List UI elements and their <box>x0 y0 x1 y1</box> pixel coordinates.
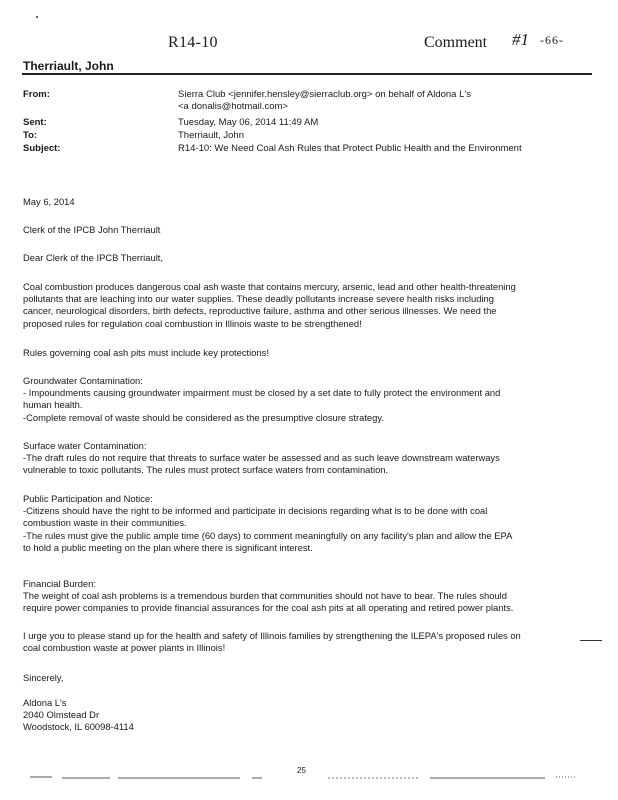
subject-value: R14-10: We Need Coal Ash Rules that Protect Public Health and the Environment <box>178 143 522 154</box>
footer-page-number: 25 <box>297 766 306 775</box>
to-value: Therriault, John <box>178 130 245 141</box>
sent-value: Tuesday, May 06, 2014 11:49 AM <box>178 117 319 128</box>
closing-underline-tail <box>580 640 602 641</box>
financial-burden-section: Financial Burden: The weight of coal ash problems is a tremendous burden that communities should not have to bear. The rules should require power companies to provide financial assurances for the coal ash pits at all operating and retired power plants. <box>23 578 514 614</box>
groundwater-section: Groundwater Contamination: - Impoundments causing groundwater impairment must be closed by a set date to fully protect the environment and human health. -Complete removal of waste should be considered as the presumptive closure strategy. <box>23 375 501 423</box>
header-rule <box>22 73 592 75</box>
comment-number: #1 <box>512 30 529 49</box>
comment-label: Comment <box>424 34 488 51</box>
subject-label: Subject: <box>23 143 61 154</box>
sent-label: Sent: <box>23 117 47 128</box>
letter-date: May 6, 2014 <box>23 196 75 207</box>
signature-block: Aldona L's 2040 Olmstead Dr Woodstock, IL 60098-4114 <box>23 697 134 733</box>
page-code: -66- <box>540 33 564 47</box>
letter-salutation: Dear Clerk of the IPCB Therriault, <box>23 252 163 263</box>
intro-paragraph: Coal combustion produces dangerous coal ash waste that contains mercury, arsenic, lead and other health-threatening pollutants that are leaching into our water supplies. These deadly pollutants increase severe health risks including cancer, neurological disorders, birth defects, reproductive failure, asthma and other serious illnesses. We need the proposed rules for regulation coal combustion in Illinois waste to be strengthened! <box>23 281 516 329</box>
letter-recipient: Clerk of the IPCB John Therriault <box>23 224 161 235</box>
scan-speck <box>36 16 38 18</box>
from-value-line1: Sierra Club <jennifer.hensley@sierraclub.org> on behalf of Aldona L's <box>178 89 471 100</box>
from-label: From: <box>23 89 50 100</box>
to-label: To: <box>23 130 38 141</box>
closing-paragraph: I urge you to please stand up for the health and safety of Illinois families by strengthening the ILEPA's proposed rules on coal combustion waste at power plants in Illinois! <box>23 630 521 654</box>
from-value-line2: <a donalis@hotmail.com> <box>178 101 288 112</box>
sender-name: Therriault, John <box>23 59 114 73</box>
docket-number: R14-10 <box>168 34 218 51</box>
rules-intro: Rules governing coal ash pits must include key protections! <box>23 347 269 358</box>
footer-scan-marks <box>0 772 618 782</box>
signoff: Sincerely, <box>23 672 64 683</box>
public-participation-section: Public Participation and Notice: -Citizens should have the right to be informed and participate in decisions regarding what is to be done with coal combustion waste in their communities. -The rules must give the public ample time (60 days) to comment meaningfully on any facility's plan and allow the EPA to hold a public meeting on the plan where there is significant interest. <box>23 493 513 553</box>
surface-water-section: Surface water Contamination: -The draft rules do not require that threats to surface water be assessed and as such leave downstream waterways vulnerable to toxic pollutants. The rules must protect surface waters from contamination. <box>23 440 500 476</box>
